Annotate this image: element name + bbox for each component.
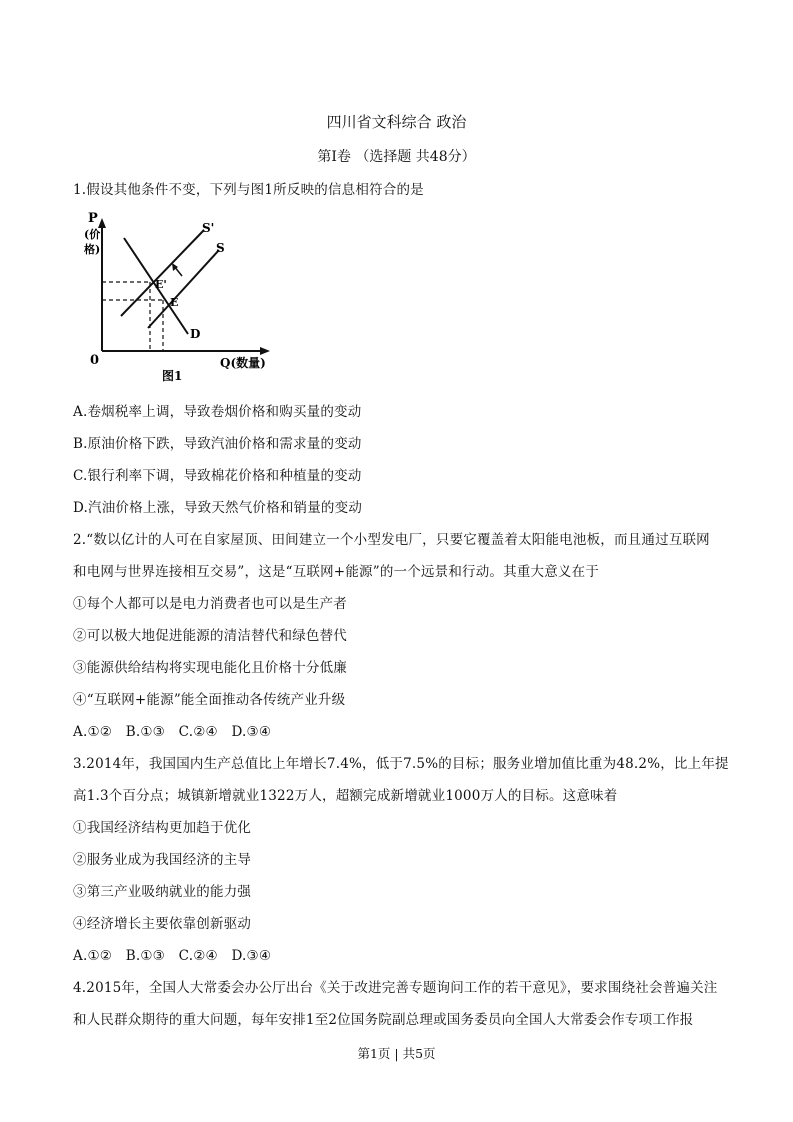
q3-item-2: ②服务业成为我国经济的主导: [73, 852, 252, 868]
q2-options: A.①② B.①③ C.②④ D.③④: [73, 724, 272, 740]
q1-option-d: D.汽油价格上涨，导致天然气价格和销量的变动: [73, 500, 363, 516]
q1-option-c: C.银行利率下调，导致棉花价格和种植量的变动: [73, 468, 362, 484]
page-title: 四川省文科综合 政治: [326, 113, 467, 131]
y-axis-note-2: 格): [84, 243, 101, 256]
q2-item-3: ③能源供给结构将实现电能化且价格十分低廉: [73, 660, 347, 676]
question-2-stem-line-1: 2.“数以亿计的人可在自家屋顶、田间建立一个小型发电厂，只要它覆盖着太阳能电池板，而且通过互联网: [73, 532, 710, 548]
q1-option-b: B.原油价格下跌，导致汽油价格和需求量的变动: [73, 436, 362, 452]
q1-option-a: A.卷烟税率上调，导致卷烟价格和购买量的变动: [73, 404, 362, 420]
supply-demand-figure: [76, 208, 276, 384]
q2-item-2: ②可以极大地促进能源的清洁替代和绿色替代: [73, 628, 347, 644]
q3-options: A.①② B.①③ C.②④ D.③④: [73, 948, 272, 964]
q2-item-4: ④“互联网+能源”能全面推动各传统产业升级: [73, 692, 346, 708]
x-axis-label: Q(数量): [220, 356, 266, 370]
label-s: S: [216, 241, 225, 255]
q2-item-1: ①每个人都可以是电力消费者也可以是生产者: [73, 596, 347, 612]
page-footer: 第1页 | 共5页: [357, 1046, 436, 1061]
y-axis-arrow: [98, 218, 106, 228]
q3-item-3: ③第三产业吸纳就业的能力强: [73, 884, 252, 900]
x-axis-arrow: [260, 347, 270, 355]
q3-item-1: ①我国经济结构更加趋于优化: [73, 820, 252, 836]
label-s-prime: S': [202, 221, 215, 235]
y-axis-label: P: [88, 211, 98, 226]
question-2-stem-line-2: 和电网与世界连接相互交易”，这是“互联网+能源”的一个远景和行动。其重大意义在于: [73, 564, 600, 580]
question-3-stem-line-2: 高1.3个百分点；城镇新增就业1322万人，超额完成新增就业1000万人的目标。这意味着: [73, 788, 618, 804]
question-4-stem-line-2: 和人民群众期待的重大问题，每年安排1至2位国务院副总理或国务委员向全国人大常委会作专项工作报: [73, 1012, 694, 1028]
origin-label: 0: [90, 353, 100, 368]
question-1-stem: 1.假设其他条件不变，下列与图1所反映的信息相符合的是: [73, 182, 424, 198]
q3-item-4: ④经济增长主要依靠创新驱动: [73, 916, 252, 932]
question-4-stem-line-1: 4.2015年，全国人大常委会办公厅出台《关于改进完善专题询问工作的若干意见》，要求围绕社会普遍关注: [73, 980, 718, 996]
label-e: E: [170, 296, 179, 309]
figure-caption: 图1: [162, 369, 183, 383]
section-heading: 第Ⅰ卷 （选择题 共48分）: [317, 149, 476, 165]
y-axis-note-1: (价: [84, 228, 101, 241]
label-d: D: [190, 327, 201, 341]
figure-svg: [76, 208, 276, 384]
label-e-prime: E': [155, 278, 167, 291]
question-3-stem-line-1: 3.2014年，我国国内生产总值比上年增长7.4%，低于7.5%的目标；服务业增加值比重为48.2%，比上年提: [73, 756, 729, 772]
